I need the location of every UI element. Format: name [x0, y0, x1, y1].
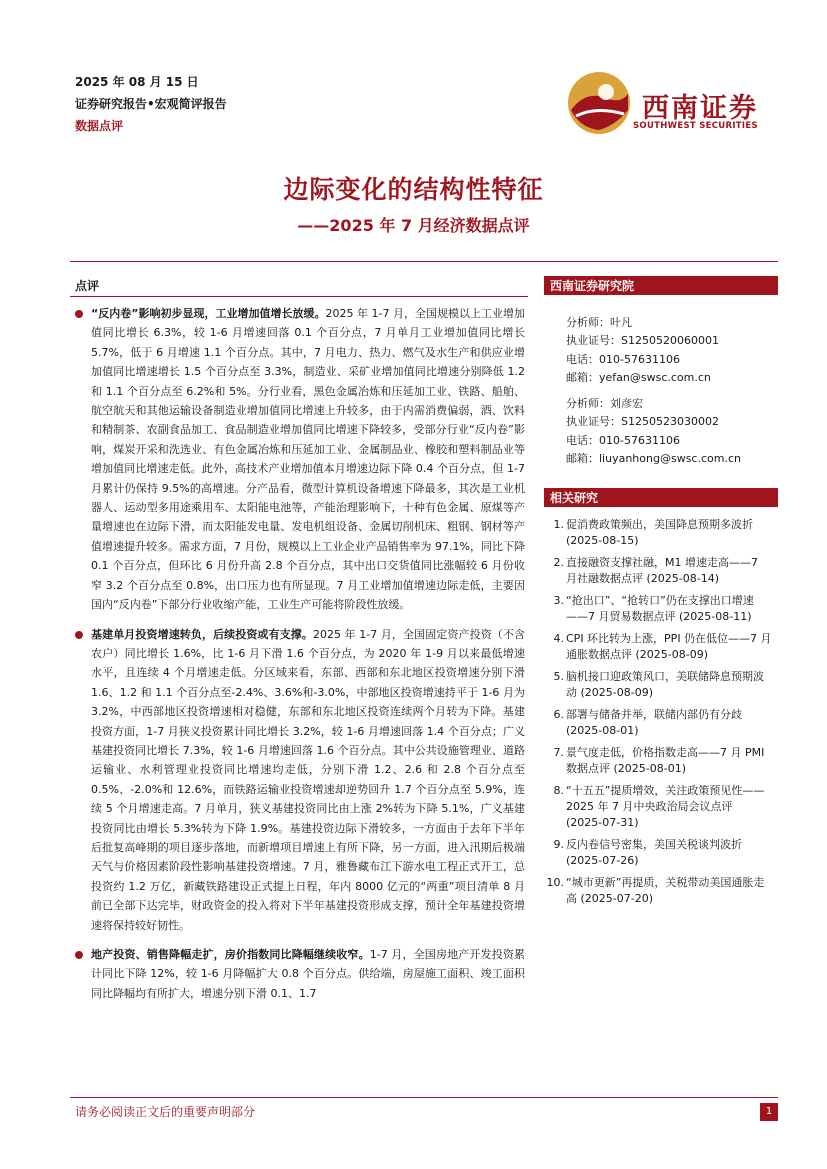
analyst-phone: 电话：010-57631106	[566, 433, 680, 447]
report-header	[75, 74, 227, 134]
paragraph-body: 2025 年 1-7 月，全国规模以上工业增加值同比增长 6.3%，较 1-6 月增速回落 0.1 个百分点，7 月单月工业增加值同比增长 5.7%，低于 6 月增速 1.1 个百分点。其中，7 月电力、热力、燃气及水生产和供应业增加值同比增速增长 1.5 个百分点至 3.3%，制造业、采矿业增加值同比增速分别降低 1.2 和 1.1 个百分点至 6.2%和 5%。分行业看，黑色金属冶炼和压延加工业、铁路、船舶、航空航天和其他运输设备制造业增加值同比增速上升较多，由于内需消费偏弱，酒、饮料和精制茶、农副食品加工、食品制造业增加值同比增速下降较多，受部分行业“反内卷”影响，煤炭开采和洗选业、有色金属冶炼和压延加工业、金属制品业、橡胶和塑料制品业等增加值同比增速走低。此外，高技术产业增加值本月增速边际下降 0.4 个百分点，但 1-7 月累计仍保持 9.5%的高增速。分产品看，微型计算机设备增速下降最多，其次是工业机器人、运动型多用途乘用车、太阳能电池等，产能治理影响下，十种有色金属、原煤等产量增速也在边际下滑，而太阳能发电量、发电机组设备、金属切削机床、粗钢、钢材等产值增速提升较多。需求方面，7 月份，规模以上工业企业产品销售率为 97.1%，同比下降 0.1 个百分点，但环比 6 月份升高 2.8 个百分点，其中出口交货值同比涨幅较 6 月份收窄 3.2 个百分点至 0.8%，出口压力也有所显现。7 月工业增加值增速边际走低，主要因国内“反内卷”下部分行业收缩产能，工业生产可能将阶段性放缓。	[91, 307, 525, 612]
header-divider	[70, 261, 778, 262]
paragraph-body: 1-7 月，全国房地产开发投资累计同比下降 12%，较 1-6 月降幅扩大 0.8 个百分点。供给端，房屋施工面积、竣工面积同比降幅均有所扩大，增速分别下滑 0.1、1.7	[91, 948, 526, 1000]
paragraph-industry	[75, 304, 525, 615]
related-item[interactable]: 9. 反内卷信号密集，美国关税谈判波折 (2025-07-26)	[553, 838, 742, 868]
paragraph-lead: “反内卷”影响初步显现，工业增加值增长放缓。	[91, 307, 326, 320]
related-list	[544, 507, 778, 907]
analyst-cert: 执业证号：S1250523030002	[566, 415, 719, 429]
paragraph-real-estate	[75, 945, 525, 1003]
footer-disclaimer: 请务必阅读正文后的重要声明部分	[75, 1105, 256, 1119]
related-item[interactable]: 2. 直接融资支撑社融，M1 增速走高——7 月社融数据点评 (2025-08-14)	[553, 556, 758, 586]
related-item[interactable]: 10. “城市更新”再提质，关税带动美国通胀走高 (2025-07-20)	[546, 876, 765, 906]
report-subtitle: ——2025 年 7 月经济数据点评	[297, 216, 530, 235]
report-type: 证券研究报告•宏观简评报告	[75, 97, 227, 111]
report-column: 数据点评	[75, 119, 124, 133]
related-item[interactable]: 7. 景气度走低，价格指数走高——7 月 PMI 数据点评 (2025-08-01)	[553, 746, 765, 776]
related-item[interactable]: 3. “抢出口”、“抢转口”仍在支撑出口增速——7 月贸易数据点评 (2025-08-11)	[553, 594, 754, 624]
analyst-card	[566, 314, 778, 387]
analyst-phone: 电话：010-57631106	[566, 352, 680, 366]
paragraph-lead: 基建单月投资增速转负，后续投资或有支撑。	[91, 627, 313, 641]
analyst-email[interactable]: 邮箱：liuyanhong@swsc.com.cn	[566, 452, 741, 466]
bullet-icon	[75, 951, 83, 959]
main-content	[75, 300, 525, 1003]
bullet-icon	[75, 631, 83, 639]
institute-header: 西南证券研究院	[544, 276, 778, 295]
logo-english-name: SOUTHWEST SECURITIES	[633, 121, 758, 131]
related-item[interactable]: 5. 脑机接口迎政策风口，美联储降息预期波动 (2025-08-09)	[553, 670, 764, 700]
bullet-icon	[75, 310, 83, 318]
report-title: 边际变化的结构性特征	[283, 175, 544, 204]
footer-divider	[70, 1097, 778, 1098]
analyst-name: 分析师：刘彦宏	[566, 397, 643, 411]
analyst-name: 分析师：叶凡	[566, 316, 632, 329]
paragraph-lead: 地产投资、销售降幅走扩，房价指数同比降幅继续收窄。	[91, 948, 370, 961]
analyst-email[interactable]: 邮箱：yefan@swsc.com.cn	[566, 370, 711, 384]
related-item[interactable]: 6. 部署与储备并举，联储内部仍有分歧 (2025-08-01)	[553, 708, 742, 738]
related-item[interactable]: 1. 促消费政策频出，美国降息预期多波折 (2025-08-15)	[553, 518, 753, 548]
logo-emblem-icon	[566, 70, 632, 136]
paragraph-body: 2025 年 1-7 月，全国固定资产投资（不含农户）同比增长 1.6%，比 1-6 月下滑 1.6 个百分点，为 2020 年 1-9 月以来最低增速水平，且连续 4 个月增速走低。分区域来看，东部、西部和东北地区投资增速分别下滑 1.6、1.2 和 1.1 个百分点至-2.4%、3.6%和-3.0%，中部地区投资增速持平于 1-6 月为 3.2%，中西部地区投资增速相对稳健，东部和东北地区投资连续两个月转为下降。基建投资方面，1-7 月狭义投资累计同比增长 3.2%，较 1-6 月增速回落 1.4 个百分点；广义基建投资同比增长 7.3%，较 1-6 月增速回落 1.6 个百分点。其中公共设施管理业、道路运输业、水利管理业投资同比增速均走低，分别下滑 1.2、2.6 和 2.8 个百分点至 0.5%、-2.0%和 12.6%，而铁路运输业投资增速却逆势回升 1.7 个百分点至 5.9%，连续 5 个月增速走高。7 月单月，狭义基建投资同比由上涨 2%转为下降 5.1%，广义基建投资同比由增长 5.3%转为下降 1.9%。基建投资边际下滑较多，一方面由于去年下半年后批复高峰期的项目逐步落地，而新增项目增速上有所下降，另一方面，进入汛期后极端天气与价格因素阶段性影响基建投资增速。7 月，雅鲁藏布江下游水电工程正式开工，总投资约 1.2 万亿，新藏铁路建设正式提上日程，年内 8000 亿元的“两重”项目清单 8 月前已全部下达完毕，财政资金的投入将对下半年基建投资形成支撑，预计全年基建投资增速将保持较好韧性。	[91, 627, 525, 932]
section-divider	[70, 296, 528, 297]
related-research	[544, 488, 778, 907]
related-item[interactable]: 4. CPI 环比转为上涨，PPI 仍在低位——7 月通胀数据点评 (2025-08-09)	[553, 632, 772, 662]
analyst-cert: 执业证号：S1250520060001	[566, 334, 719, 348]
section-title: 点评	[75, 279, 100, 293]
logo-name: 西南证券	[642, 93, 758, 124]
related-item[interactable]: 8. “十五五”提质增效，关注政策预见性——2025 年 7 月中央政治局会议点评 (2025-07-31)	[553, 784, 765, 830]
page-number: 1	[760, 1103, 778, 1121]
sidebar	[544, 276, 778, 907]
company-logo	[566, 70, 766, 136]
related-header: 相关研究	[544, 488, 778, 507]
report-date: 2025 年 08 月 15 日	[75, 75, 199, 89]
analyst-card	[566, 395, 778, 468]
paragraph-infrastructure	[75, 625, 525, 936]
analyst-list	[544, 295, 778, 468]
